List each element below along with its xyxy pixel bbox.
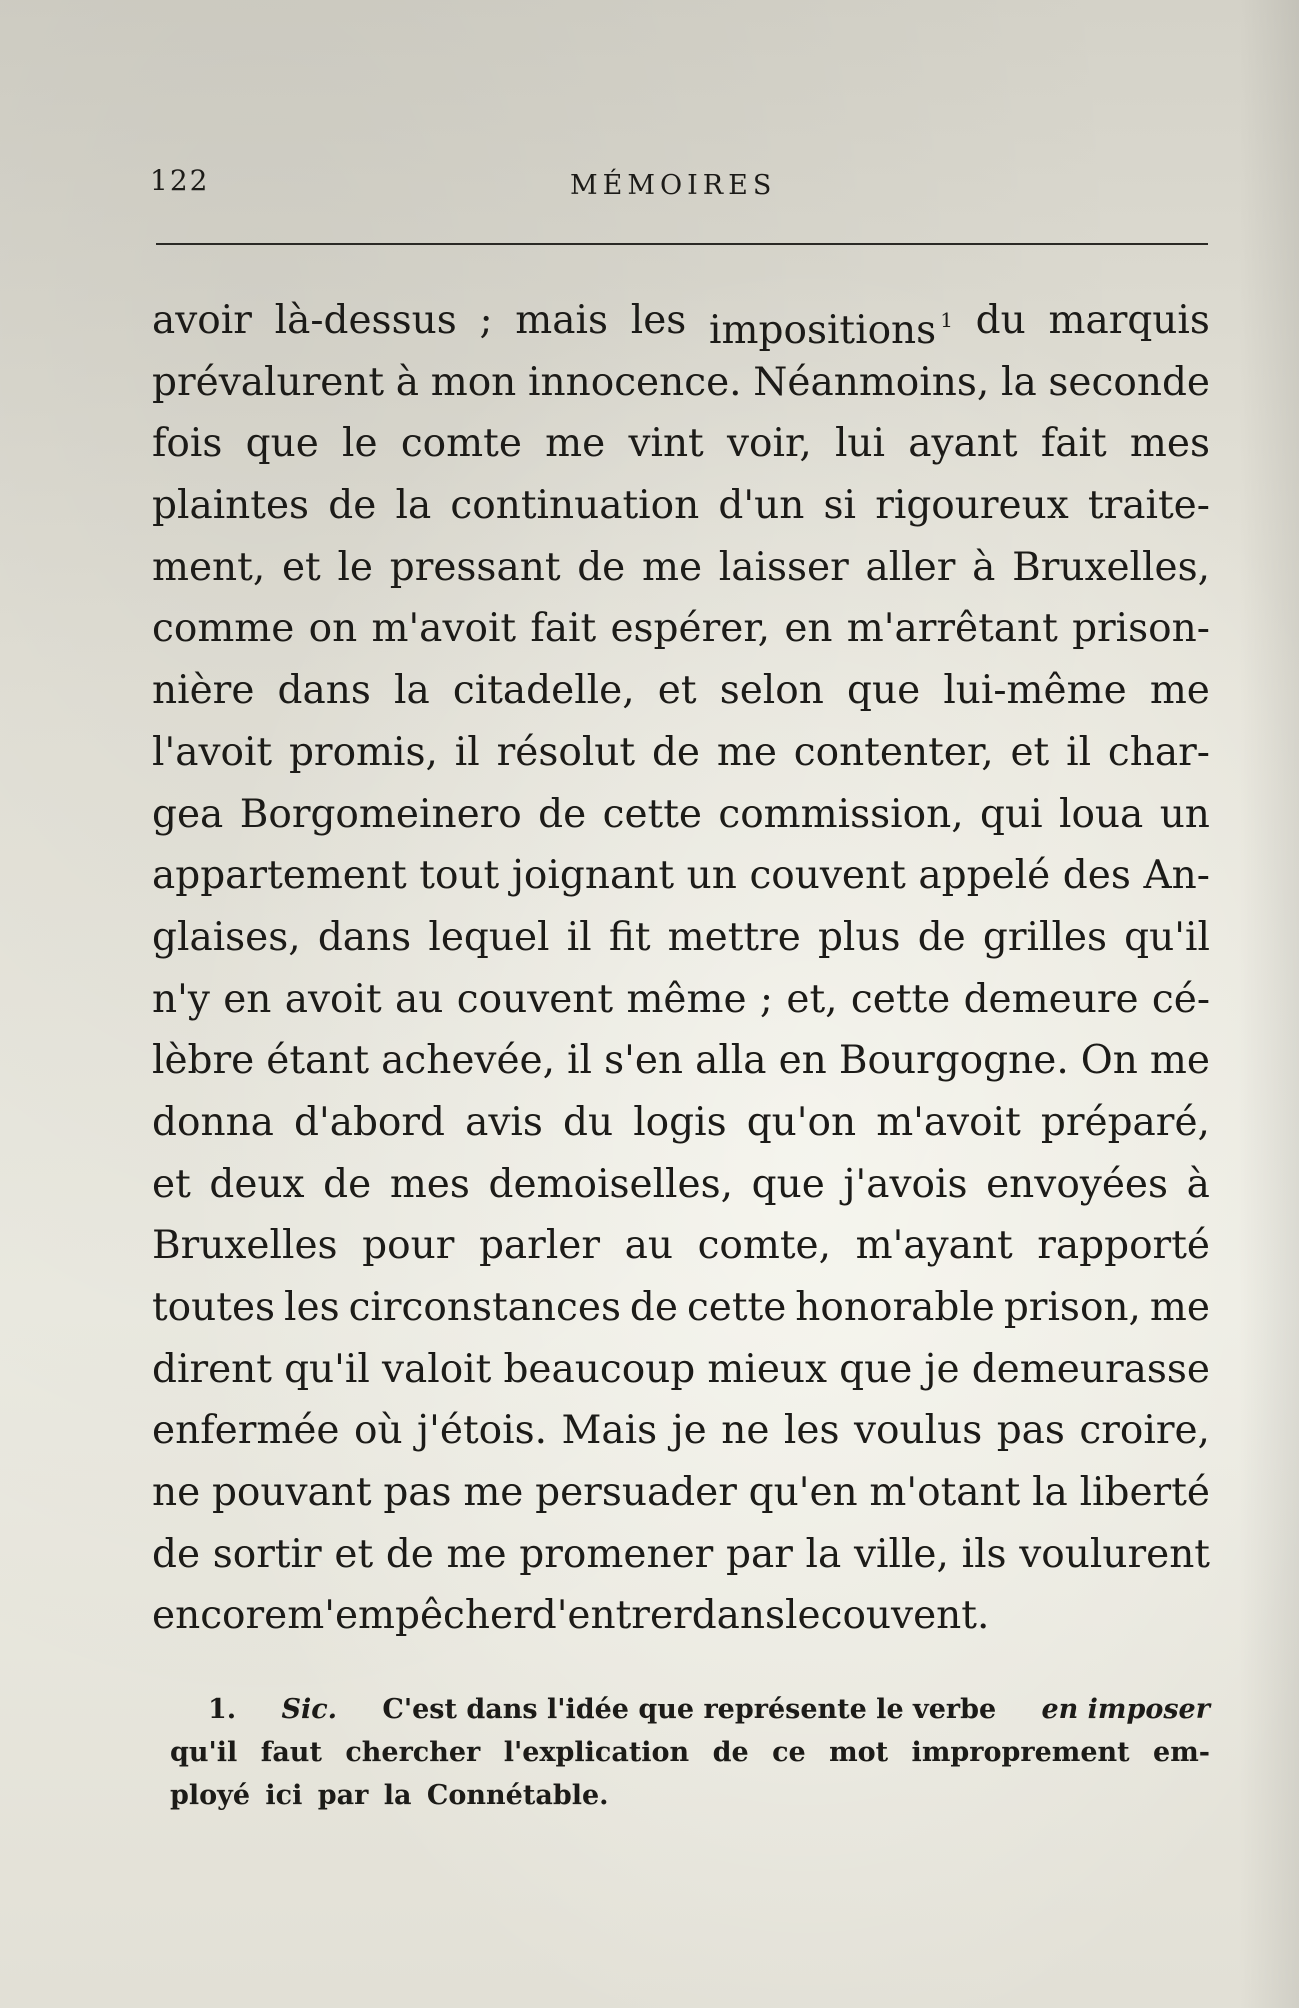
word: un (1159, 791, 1210, 837)
footnote-line1-italic: en imposer (1041, 1694, 1210, 1725)
text-line (152, 1339, 1210, 1401)
word: là-dessus (274, 298, 457, 343)
word: si (823, 483, 857, 529)
text-line (152, 290, 1210, 352)
word: traite- (1087, 483, 1210, 529)
word: comme (152, 606, 295, 652)
word: m'avoit (371, 606, 517, 652)
word: résolut (496, 729, 636, 775)
word: du (975, 298, 1026, 343)
page-number: 122 (150, 164, 210, 197)
word: cette (602, 791, 702, 837)
word: laisser (718, 544, 849, 590)
word: prison- (1072, 606, 1210, 652)
word: à (1186, 1161, 1210, 1207)
word: de (328, 483, 377, 529)
text-line (152, 660, 1210, 722)
word: et (334, 1531, 374, 1577)
word: plus (817, 914, 901, 960)
word: pressant (389, 544, 561, 590)
word: couvent (749, 853, 906, 899)
word: il (1066, 729, 1092, 775)
text-line (152, 352, 1210, 414)
word: s'en (604, 1038, 684, 1084)
text-line (152, 907, 1210, 969)
footnote-line (170, 1774, 1210, 1817)
word: nière (152, 668, 255, 714)
word: d'abord (294, 1099, 446, 1145)
word: impositions $^1$ (709, 308, 953, 353)
word: le (785, 1593, 821, 1639)
word: espérer, (610, 606, 771, 652)
word: où (353, 1408, 403, 1454)
word: demoiselles, (488, 1161, 734, 1207)
word: aller (865, 544, 956, 590)
word: appartement (152, 853, 407, 899)
word: Borgomeinero (239, 791, 522, 837)
word: persuader (535, 1470, 737, 1516)
word: de (152, 1531, 201, 1577)
word: j'étois. (417, 1408, 547, 1454)
word: pas (996, 1408, 1065, 1454)
text-line (152, 1215, 1210, 1277)
footnote-line3: ployé ici par la Connétable. (170, 1780, 609, 1811)
word: la (805, 1531, 842, 1577)
word: demeurasse (971, 1346, 1210, 1392)
word: le (342, 421, 378, 467)
word: de (917, 914, 966, 960)
word: voir, (726, 421, 812, 467)
text-line (152, 722, 1210, 784)
word: beaucoup (503, 1346, 696, 1392)
word: toutes (152, 1285, 276, 1330)
text-line (152, 1585, 1210, 1647)
footnote-line (170, 1731, 1210, 1774)
word: en (784, 606, 833, 652)
word: envoyées (986, 1161, 1169, 1207)
word: lui-même (943, 668, 1127, 714)
word: m'empêcher (287, 1593, 532, 1639)
running-title: MÉMOIRES (570, 170, 777, 201)
word: la (395, 483, 432, 529)
word: prévalurent (152, 359, 385, 405)
footnote-line1-text: C'est dans l'idée que représente le verbe (382, 1694, 997, 1725)
text-line (152, 1154, 1210, 1216)
word: couvent. (820, 1593, 990, 1639)
word: le (337, 544, 374, 590)
word: la (394, 668, 430, 714)
text-line (152, 413, 1210, 475)
word: qui (980, 791, 1043, 837)
word: prison, (1003, 1285, 1141, 1330)
word: la (1032, 1470, 1068, 1516)
word: qu'en (748, 1470, 858, 1516)
word: je (924, 1346, 960, 1392)
text-line (152, 845, 1210, 907)
word: de (577, 544, 626, 590)
word: achevée, (381, 1038, 556, 1084)
word: ne (721, 1408, 770, 1454)
word: tout (419, 853, 500, 899)
word: ayant (908, 421, 1018, 467)
word: marquis (1048, 298, 1210, 343)
word: cette (850, 976, 951, 1022)
word: mon (430, 359, 517, 405)
word: ils (961, 1531, 1007, 1577)
word: en (223, 976, 272, 1022)
word: qu'il (1124, 914, 1210, 960)
footnote-line (170, 1688, 1210, 1731)
word: comte (400, 421, 522, 467)
word: au (624, 1223, 673, 1269)
word: deux (209, 1161, 305, 1207)
text-line (152, 1524, 1210, 1586)
word: de (385, 1531, 434, 1577)
word: et (657, 668, 697, 714)
word: cette (686, 1285, 787, 1330)
word: On (1080, 1038, 1138, 1084)
word: j'avois (843, 1161, 968, 1207)
text-line (152, 1092, 1210, 1154)
word: loua (1058, 791, 1144, 837)
word: que (839, 1346, 913, 1392)
word: fait (530, 606, 597, 652)
footnote-ref: 1 (940, 308, 953, 332)
word: voulus (853, 1408, 983, 1454)
text-line (152, 1030, 1210, 1092)
word: me (1149, 668, 1210, 714)
word: commission, (718, 791, 964, 837)
word: vint (628, 421, 704, 467)
word: il (567, 1038, 593, 1084)
word: fait (1040, 421, 1107, 467)
word: avis (465, 1099, 543, 1145)
word: on (308, 606, 358, 652)
text-line (152, 537, 1210, 599)
text-line (152, 969, 1210, 1031)
word: par (725, 1531, 793, 1577)
word: glaises, (152, 914, 301, 960)
word: de (651, 729, 700, 775)
word: d'entrer (531, 1593, 692, 1639)
word: mes (389, 1161, 470, 1207)
word: seconde (1048, 359, 1210, 405)
word: mes (1129, 421, 1210, 467)
word: plaintes (152, 483, 310, 529)
word: Bruxelles, (1012, 544, 1210, 590)
word: selon (719, 668, 824, 714)
word: ; (479, 298, 493, 343)
footnote-number: 1. (208, 1694, 237, 1725)
word: continuation (450, 483, 700, 529)
text-line (152, 784, 1210, 846)
header-rule (156, 243, 1208, 245)
page-edge-shadow (1239, 0, 1299, 2008)
footnote-line2: qu'il faut chercher l'explication de ce mot improprement em- (170, 1737, 1210, 1768)
text-line (152, 1400, 1210, 1462)
word: lèbre (152, 1038, 255, 1084)
word: pouvant (211, 1470, 372, 1516)
word: et (152, 1161, 191, 1207)
word: de (323, 1161, 372, 1207)
word: promis, (288, 729, 438, 775)
word: honorable (795, 1285, 995, 1330)
word: pas (383, 1470, 452, 1516)
word: gea (152, 791, 224, 837)
word: que (751, 1161, 825, 1207)
word: innocence. (528, 359, 742, 405)
word: lui (834, 421, 886, 467)
word: me (463, 1470, 524, 1516)
word: à (972, 544, 996, 590)
word: un (686, 853, 737, 899)
word: Bruxelles (152, 1223, 338, 1269)
word: avoit (284, 976, 382, 1022)
text-line (152, 1462, 1210, 1524)
word: char- (1107, 729, 1210, 775)
word: rigoureux (875, 483, 1069, 529)
word: m'ayant (855, 1223, 1013, 1269)
text-line (152, 598, 1210, 660)
word: la (1000, 359, 1037, 405)
word: grilles (982, 914, 1108, 960)
word: du (563, 1099, 614, 1145)
word: couvent (456, 976, 614, 1022)
word: et (281, 544, 321, 590)
word: il (566, 914, 592, 960)
footnote (170, 1688, 1210, 1817)
word: les (284, 1285, 340, 1330)
word: les (783, 1408, 840, 1454)
word: étant (266, 1038, 370, 1084)
word: il (454, 729, 480, 775)
text-line (152, 1277, 1210, 1339)
word: me (446, 1531, 507, 1577)
word: croire, (1079, 1408, 1210, 1454)
word: Néanmoins, (753, 359, 990, 405)
word: contenter, (793, 729, 994, 775)
word: rapporté (1037, 1223, 1210, 1269)
word: parler (478, 1223, 601, 1269)
word: lequel (428, 914, 550, 960)
footnote-sic: Sic. (281, 1694, 338, 1725)
word: à (395, 359, 420, 405)
word: Mais (561, 1408, 658, 1454)
word: mieux (707, 1346, 828, 1392)
word: dans (691, 1593, 786, 1639)
word: m'otant (869, 1470, 1021, 1516)
word: que (245, 421, 319, 467)
word: voulurent (1019, 1531, 1210, 1577)
word: qu'il (284, 1346, 370, 1392)
word: encore (152, 1593, 288, 1639)
word: dans (277, 668, 371, 714)
word: préparé, (1040, 1099, 1210, 1145)
word: me (545, 421, 606, 467)
word: fit (608, 914, 651, 960)
word: et, (786, 976, 838, 1022)
word: donna (152, 1099, 274, 1145)
word: l'avoit (152, 729, 273, 775)
word: joignant (511, 853, 674, 899)
word: sortir (212, 1531, 322, 1577)
word: de (629, 1285, 678, 1330)
word: au (395, 976, 444, 1022)
word: ville, (853, 1531, 949, 1577)
word: de (538, 791, 587, 837)
word: valoit (381, 1346, 492, 1392)
word: demeure (963, 976, 1139, 1022)
word: dirent (152, 1346, 272, 1392)
word: me (641, 544, 703, 590)
word: cé- (1151, 976, 1210, 1022)
word: ne (152, 1470, 201, 1516)
word: Bourgogne. (838, 1038, 1069, 1084)
word: me (716, 729, 777, 775)
word: citadelle, (452, 668, 635, 714)
text-line (152, 475, 1210, 537)
word: alla (695, 1038, 767, 1084)
word: circonstances (348, 1285, 621, 1330)
word: appelé (918, 853, 1051, 899)
word: fois (152, 421, 223, 467)
body-text (152, 290, 1210, 1647)
word: liberté (1079, 1470, 1210, 1516)
word: enfermée (152, 1408, 340, 1454)
word: promener (519, 1531, 714, 1577)
running-head (150, 164, 1210, 204)
word: me (1149, 1285, 1210, 1330)
word: logis (633, 1099, 727, 1145)
word: comte, (697, 1223, 832, 1269)
word: des (1062, 853, 1131, 899)
word: mettre (667, 914, 801, 960)
word: me (1149, 1038, 1210, 1084)
word: en (778, 1038, 827, 1084)
word: pour (362, 1223, 455, 1269)
word: ; (759, 976, 774, 1022)
word: m'avoit (876, 1099, 1021, 1145)
word: avoir (152, 298, 252, 343)
word: dans (317, 914, 412, 960)
word: je (671, 1408, 707, 1454)
word: An- (1143, 853, 1210, 899)
word: n'y (152, 976, 210, 1022)
word: qu'on (746, 1099, 857, 1145)
word: et (1010, 729, 1050, 775)
word: ment, (152, 544, 266, 590)
word: que (847, 668, 921, 714)
word: les (630, 298, 687, 343)
word: d'un (718, 483, 805, 529)
word: même (626, 976, 747, 1022)
word: m'arrêtant (846, 606, 1058, 652)
word: mais (515, 298, 609, 343)
